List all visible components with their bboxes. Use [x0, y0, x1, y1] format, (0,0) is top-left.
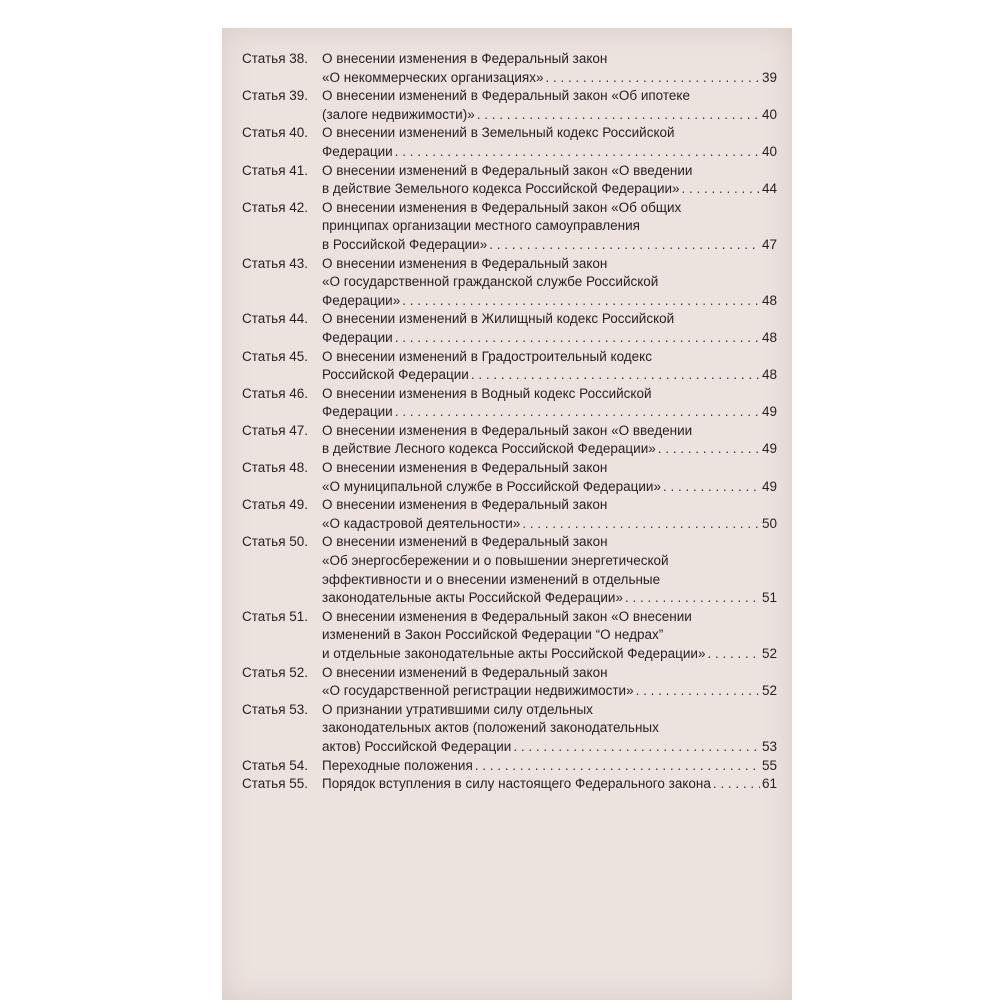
toc-title-line: законодательных актов (положений законодательных — [322, 720, 659, 736]
toc-entry — [242, 459, 777, 496]
toc-title-last-line — [322, 180, 777, 199]
toc-article-title — [322, 199, 777, 255]
toc-title-line: О внесении изменений в Федеральный закон «О введении — [322, 162, 693, 178]
dot-leader — [663, 478, 760, 497]
toc-entry — [242, 422, 777, 459]
toc-title-last-line — [322, 366, 777, 385]
dot-leader — [475, 757, 760, 776]
dot-leader — [546, 69, 760, 88]
toc-article-title — [322, 50, 777, 87]
dot-leader — [489, 236, 760, 255]
toc-title-line: законодательные акты Российской Федерации» — [322, 590, 623, 606]
toc-title-line: «Об энергосбережении и о повышении энергетической — [322, 553, 669, 569]
toc-page-number: 49 — [761, 441, 777, 457]
toc-title-line: в действие Земельного кодекса Российской Федерации» — [322, 181, 680, 197]
toc-article-number: Статья 50. — [242, 534, 309, 550]
toc-page-number: 48 — [761, 367, 777, 383]
toc-title-last-line — [322, 440, 777, 459]
toc-article-title — [322, 422, 777, 459]
toc-title-line: «О муниципальной службе в Российской Федерации» — [322, 478, 661, 494]
toc-entry — [242, 664, 777, 701]
toc-entry — [242, 608, 777, 664]
dot-leader — [395, 329, 760, 348]
toc-article-title — [322, 310, 777, 347]
toc-article-number: Статья 43. — [242, 255, 309, 271]
toc-title-last-line — [322, 775, 777, 794]
toc-article-number: Статья 39. — [242, 88, 309, 104]
toc-article-number: Статья 48. — [242, 460, 309, 476]
toc-article-number: Статья 42. — [242, 199, 309, 215]
dot-leader — [707, 645, 760, 664]
toc-entry — [242, 87, 777, 124]
dot-leader — [636, 682, 760, 701]
toc-title-line: «О кадастровой деятельности» — [322, 515, 521, 531]
toc-title-line: О внесении изменения в Федеральный закон «О внесении — [322, 608, 692, 624]
dot-leader — [682, 180, 760, 199]
toc-title-line: актов) Российской Федерации — [322, 738, 512, 754]
toc-article-title — [322, 757, 777, 776]
toc-title-line: эффективности и о внесении изменений в отдельные — [322, 571, 661, 587]
toc-title-line: О внесении изменения в Федеральный закон «Об общих — [322, 199, 682, 215]
toc-title-line: О внесении изменения в Федеральный закон — [322, 51, 608, 66]
toc-article-title — [322, 533, 777, 607]
toc-article-number: Статья 38. — [242, 51, 309, 66]
toc-article-title — [322, 701, 777, 757]
toc-entry — [242, 124, 777, 161]
book-page — [222, 28, 792, 1000]
toc-article-number: Статья 40. — [242, 125, 309, 141]
toc-title-line: О признании утратившими силу отдельных — [322, 701, 593, 717]
toc-article-number: Статья 47. — [242, 422, 309, 438]
toc-page-number: 61 — [761, 776, 777, 792]
toc-title-last-line — [322, 738, 777, 757]
toc-title-line: Порядок вступления в силу настоящего Федерального закона — [322, 776, 711, 792]
toc-article-title — [322, 459, 777, 496]
toc-page-number: 52 — [761, 683, 777, 699]
toc-page-number: 49 — [761, 478, 777, 494]
toc-page-number: 50 — [761, 515, 777, 531]
toc-title-last-line — [322, 236, 777, 255]
toc-page-number: 55 — [761, 757, 777, 773]
toc-title-line: и отдельные законодательные акты Российской Федерации» — [322, 646, 706, 661]
toc-title-last-line — [322, 403, 777, 422]
dot-leader — [395, 403, 760, 422]
toc-title-line: О внесении изменений в Федеральный закон — [322, 664, 608, 680]
toc-title-last-line — [322, 589, 777, 608]
dot-leader — [713, 775, 760, 794]
toc-title-last-line — [322, 757, 777, 776]
toc-entry — [242, 255, 777, 311]
toc-title-line: Федерации» — [322, 292, 401, 308]
toc-article-title — [322, 775, 777, 794]
toc-entry — [242, 757, 777, 776]
toc-article-number: Статья 46. — [242, 385, 309, 401]
dot-leader — [477, 106, 760, 125]
toc-title-line: «О некоммерческих организациях» — [322, 69, 544, 85]
dot-leader — [395, 143, 760, 162]
toc-entry — [242, 50, 777, 87]
toc-title-line: (залоге недвижимости)» — [322, 106, 475, 122]
toc-title-line: Российской Федерации — [322, 367, 469, 383]
toc-title-line: в Российской Федерации» — [322, 236, 488, 252]
toc-entry — [242, 701, 777, 757]
toc-page-number: 39 — [761, 69, 777, 85]
dot-leader — [658, 440, 760, 459]
toc-title-last-line — [322, 682, 777, 701]
toc-article-number: Статья 49. — [242, 497, 309, 513]
toc-page-number: 52 — [761, 646, 777, 661]
dot-leader — [513, 738, 760, 757]
toc-title-line: О внесении изменения в Водный кодекс Российской — [322, 385, 652, 401]
toc-article-number: Статья 52. — [242, 664, 309, 680]
toc-title-last-line — [322, 515, 777, 534]
toc-page-number: 48 — [761, 292, 777, 308]
toc-title-line: О внесении изменения в Федеральный закон — [322, 460, 608, 476]
toc-page-number: 53 — [761, 738, 777, 754]
toc-article-number: Статья 53. — [242, 701, 309, 717]
toc-title-last-line — [322, 143, 777, 162]
dot-leader — [471, 366, 760, 385]
toc-page-number: 48 — [761, 329, 777, 345]
toc-title-line: Переходные положения — [322, 757, 473, 773]
toc-page-number: 40 — [761, 106, 777, 122]
dot-leader — [402, 292, 760, 311]
toc-article-title — [322, 255, 777, 311]
toc-article-title — [322, 348, 777, 385]
toc-entry — [242, 348, 777, 385]
toc-entry — [242, 162, 777, 199]
toc-article-number: Статья 44. — [242, 311, 309, 327]
toc-title-line: Федерации — [322, 329, 393, 345]
toc-entry — [242, 385, 777, 422]
toc-page-number: 51 — [761, 590, 777, 606]
toc-article-title — [322, 385, 777, 422]
toc-entry — [242, 310, 777, 347]
toc-title-last-line — [322, 645, 777, 664]
toc-title-line: О внесении изменений в Градостроительный кодекс — [322, 348, 652, 364]
toc-title-line: принципах организации местного самоуправления — [322, 218, 640, 234]
toc-entry — [242, 199, 777, 255]
toc-page-number: 47 — [761, 236, 777, 252]
toc-title-last-line — [322, 329, 777, 348]
toc-title-last-line — [322, 478, 777, 497]
toc-title-line: О внесении изменения в Федеральный закон «О введении — [322, 422, 693, 438]
table-of-contents — [242, 50, 777, 794]
toc-article-title — [322, 664, 777, 701]
toc-entry — [242, 496, 777, 533]
toc-article-number: Статья 45. — [242, 348, 309, 364]
toc-title-line: изменений в Закон Российской Федерации “О недрах” — [322, 627, 664, 643]
toc-article-title — [322, 496, 777, 533]
dot-leader — [522, 515, 760, 534]
toc-article-title — [322, 162, 777, 199]
toc-page-number: 40 — [761, 143, 777, 159]
toc-article-number: Статья 41. — [242, 162, 309, 178]
toc-title-line: Федерации — [322, 143, 393, 159]
toc-article-number: Статья 55. — [242, 776, 309, 792]
toc-title-line: «О государственной гражданской службе Российской — [322, 274, 659, 290]
toc-title-last-line — [322, 69, 777, 88]
toc-title-line: Федерации — [322, 404, 393, 420]
toc-title-line: О внесении изменений в Федеральный закон «Об ипотеке — [322, 88, 690, 104]
toc-article-number: Статья 51. — [242, 608, 309, 624]
dot-leader — [625, 589, 760, 608]
toc-page-number: 49 — [761, 404, 777, 420]
toc-title-line: О внесении изменений в Жилищный кодекс Российской — [322, 311, 675, 327]
toc-entry — [242, 533, 777, 607]
toc-article-title — [322, 608, 777, 664]
toc-article-title — [322, 87, 777, 124]
toc-title-line: «О государственной регистрации недвижимости» — [322, 683, 634, 699]
toc-title-line: О внесении изменения в Федеральный закон — [322, 255, 608, 271]
toc-article-title — [322, 124, 777, 161]
toc-title-line: О внесении изменения в Федеральный закон — [322, 497, 608, 513]
toc-title-line: О внесении изменений в Земельный кодекс Российской — [322, 125, 675, 141]
toc-entry — [242, 775, 777, 794]
toc-title-last-line — [322, 292, 777, 311]
toc-page-number: 44 — [761, 181, 777, 197]
toc-title-line: в действие Лесного кодекса Российской Федерации» — [322, 441, 656, 457]
toc-title-line: О внесении изменений в Федеральный закон — [322, 534, 608, 550]
toc-title-last-line — [322, 106, 777, 125]
toc-article-number: Статья 54. — [242, 757, 309, 773]
